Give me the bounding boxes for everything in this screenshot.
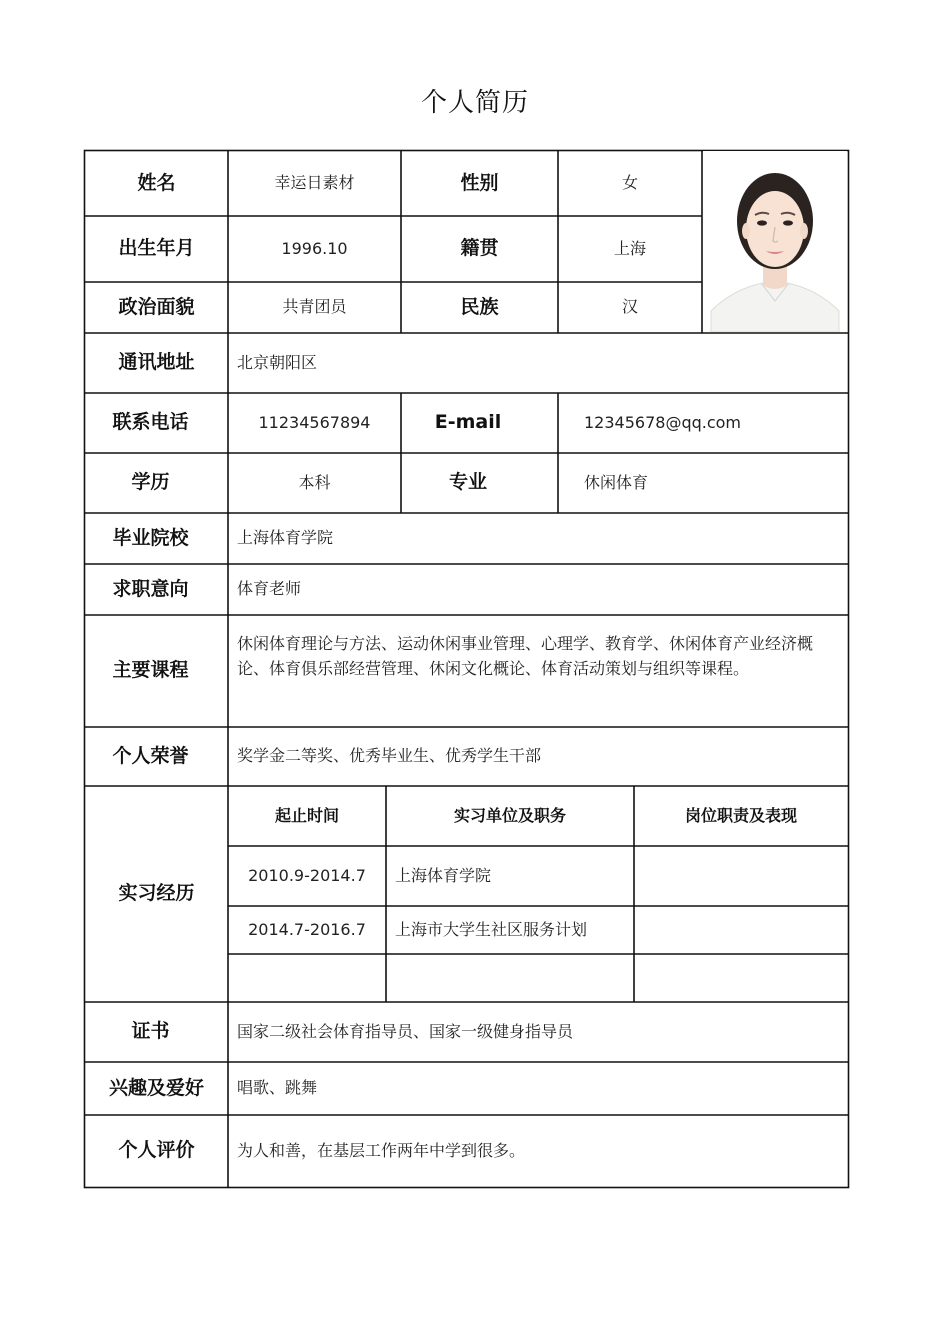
internship-label: 实习经历 <box>118 882 195 905</box>
origin-label: 籍贯 <box>460 237 499 260</box>
certificates-value: 国家二级社会体育指导员、国家一级健身指导员 <box>237 1021 574 1041</box>
internship-row-2-period: 2014.7-2016.7 <box>248 919 366 939</box>
profile-photo <box>703 151 847 332</box>
school-value: 上海体育学院 <box>237 528 334 548</box>
birth-label: 出生年月 <box>118 237 195 260</box>
internship-header-unit: 实习单位及职务 <box>453 805 566 825</box>
objective-value: 体育老师 <box>237 579 302 599</box>
email-value: 12345678@qq.com <box>584 412 742 432</box>
major-label: 专业 <box>448 471 487 494</box>
name-label: 姓名 <box>137 171 176 194</box>
gender-label: 性别 <box>460 171 499 194</box>
address-label: 通讯地址 <box>118 351 195 374</box>
internship-row-1-duties <box>634 846 848 906</box>
major-value: 休闲体育 <box>584 472 649 492</box>
political-label: 政治面貌 <box>118 295 195 318</box>
internship-row-3-duties <box>634 954 848 1002</box>
email-label: E-mail <box>434 411 502 434</box>
internship-row-1-unit: 上海体育学院 <box>395 865 492 885</box>
address-value: 北京朝阳区 <box>237 352 318 372</box>
internship-row-3-unit <box>386 954 634 1002</box>
certificates-label: 证书 <box>131 1020 170 1043</box>
birth-value: 1996.10 <box>281 238 348 258</box>
phone-value: 11234567894 <box>258 412 371 432</box>
honors-value: 奖学金二等奖、优秀毕业生、优秀学生干部 <box>237 746 542 766</box>
internship-row-2-unit: 上海市大学生社区服务计划 <box>395 919 588 939</box>
hobbies-label: 兴趣及爱好 <box>108 1076 204 1099</box>
evaluation-value: 为人和善，在基层工作两年中学到很多。 <box>237 1140 526 1160</box>
internship-row-2-duties <box>634 906 848 954</box>
origin-value: 上海 <box>613 238 646 258</box>
name-value: 幸运日素材 <box>274 173 355 193</box>
page-title: 个人简历 <box>420 88 529 118</box>
courses-label: 主要课程 <box>112 659 189 682</box>
evaluation-label: 个人评价 <box>118 1139 195 1162</box>
school-label: 毕业院校 <box>112 526 189 549</box>
internship-header-duties: 岗位职责及表现 <box>684 805 797 825</box>
hobbies-value: 唱歌、跳舞 <box>237 1078 318 1098</box>
internship-row-1-period: 2010.9-2014.7 <box>248 865 366 885</box>
degree-label: 学历 <box>131 471 170 494</box>
phone-label: 联系电话 <box>112 411 189 434</box>
courses-value: 休闲体育理论与方法、运动休闲事业管理、心理学、教育学、休闲体育产业经济概论、体育俱乐部经营管理、休闲文化概论、体育活动策划与组织等课程。 <box>237 634 814 678</box>
ethnicity-label: 民族 <box>460 295 499 318</box>
honors-label: 个人荣誉 <box>112 744 189 767</box>
degree-value: 本科 <box>298 472 331 492</box>
portrait-image <box>703 151 847 332</box>
political-value: 共青团员 <box>282 297 347 317</box>
ethnicity-value: 汉 <box>621 297 638 317</box>
internship-row-3-period <box>228 954 386 1002</box>
objective-label: 求职意向 <box>112 577 189 600</box>
internship-header-period: 起止时间 <box>274 805 339 825</box>
gender-value: 女 <box>621 173 638 193</box>
